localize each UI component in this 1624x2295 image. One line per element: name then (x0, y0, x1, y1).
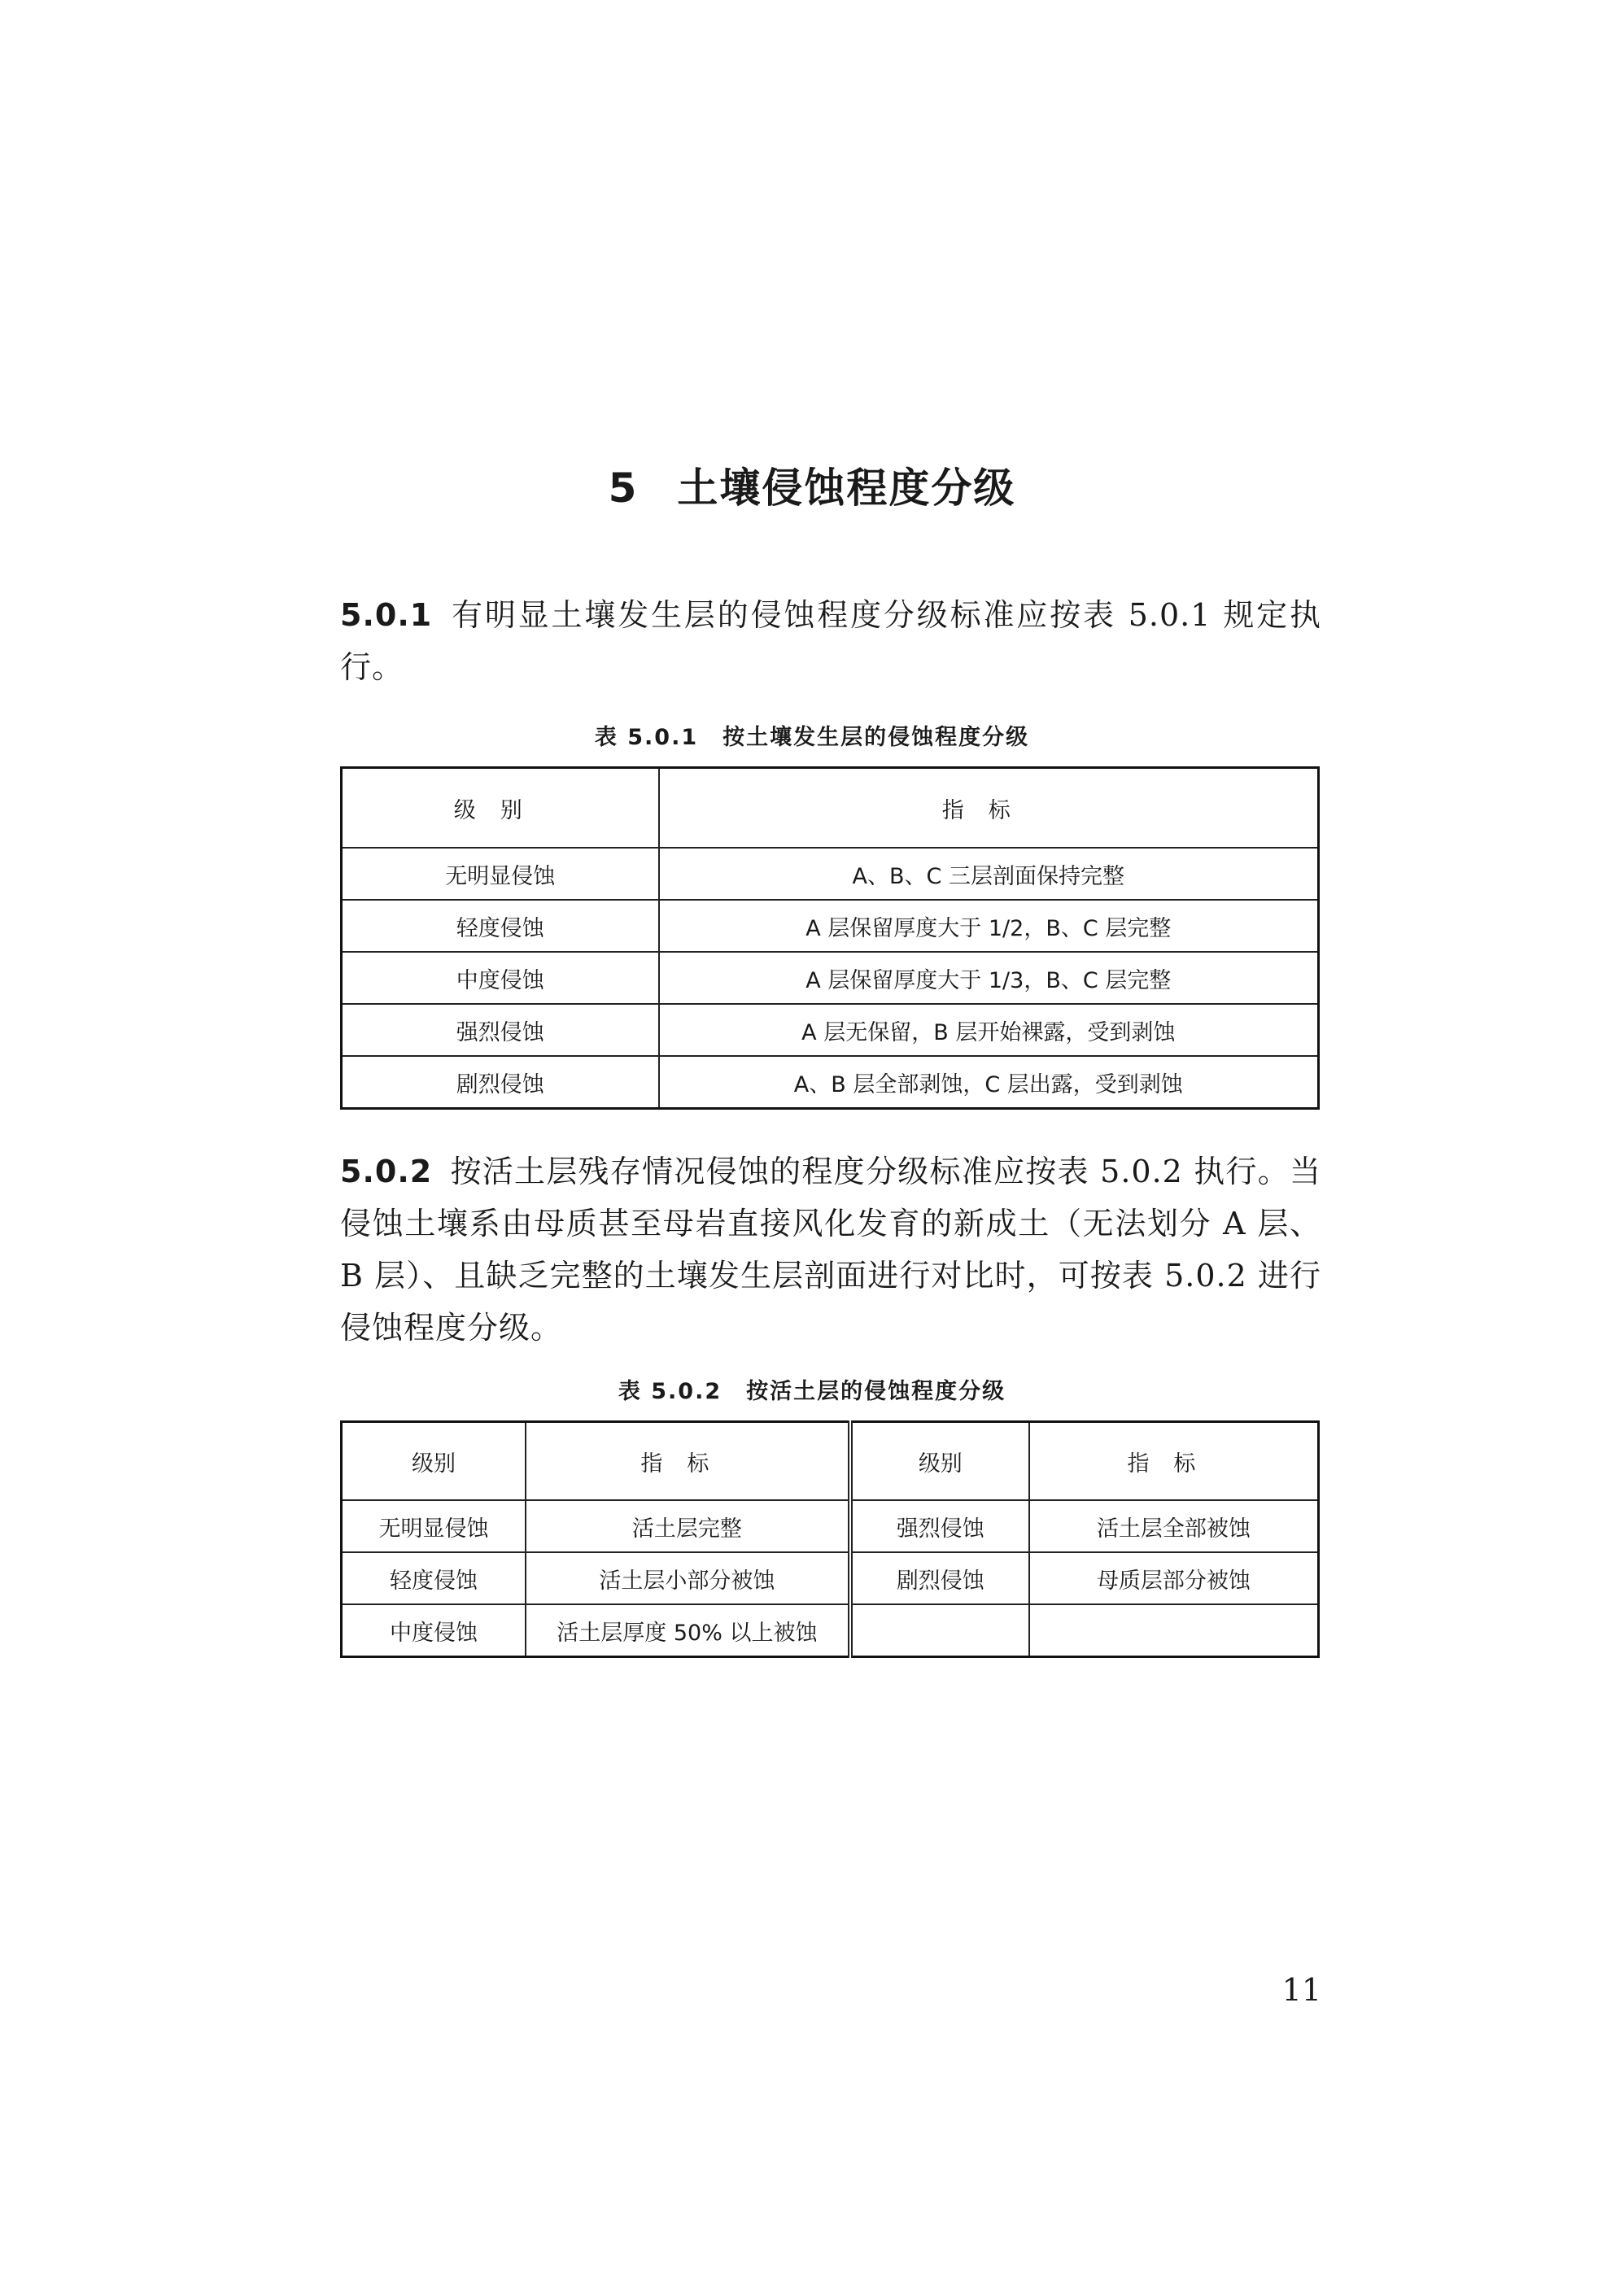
chapter-number: 5 (608, 465, 639, 512)
clause-number: 5.0.2 (340, 1154, 433, 1189)
indicator-cell: 活土层完整 (526, 1500, 850, 1552)
header-indicator: 指标 (526, 1422, 850, 1501)
clause-text: 有明显土壤发生层的侵蚀程度分级标准应按表 5.0.1 规定执行。 (340, 597, 1321, 685)
header-grade: 级别 (342, 768, 659, 849)
table-5-0-1 (340, 766, 1320, 1110)
grade-cell: 无明显侵蚀 (342, 1500, 526, 1552)
indicator-cell: A、B 层全部剥蚀，C 层出露，受到剥蚀 (659, 1056, 1319, 1109)
table-row (342, 900, 1319, 952)
clause-text: 按活土层残存情况侵蚀的程度分级标准应按表 5.0.2 执行。当侵蚀土壤系由母质甚至母岩直接风化发育的新成土（无法划分 A 层、B 层）、且缺乏完整的土壤发生层剖面进行对比时，可按表 5.0.2 进行侵蚀程度分级。 (340, 1154, 1321, 1346)
caption-number: 表 5.0.2 (618, 1379, 723, 1404)
header-grade: 级别 (342, 1422, 526, 1501)
table-5-0-2 (340, 1420, 1320, 1658)
page-number: 11 (1281, 1972, 1321, 2008)
table-row (342, 848, 1319, 900)
indicator-cell: A 层保留厚度大于 1/2，B、C 层完整 (659, 900, 1319, 952)
table-5-0-2-caption (0, 1373, 1624, 1405)
grade-cell: 中度侵蚀 (342, 1604, 526, 1657)
clause-number: 5.0.1 (340, 597, 433, 633)
grade-cell: 强烈侵蚀 (850, 1500, 1029, 1552)
caption-number: 表 5.0.1 (594, 725, 699, 750)
table-header-row (342, 1422, 1319, 1501)
grade-cell: 轻度侵蚀 (342, 900, 659, 952)
indicator-cell: 母质层部分被蚀 (1029, 1552, 1319, 1604)
table-row (342, 1604, 1319, 1657)
header-grade: 级别 (850, 1422, 1029, 1501)
table-row (342, 1004, 1319, 1056)
indicator-cell (1029, 1604, 1319, 1657)
table-header-row (342, 768, 1319, 849)
table-row (342, 1056, 1319, 1109)
header-indicator: 指标 (1029, 1422, 1319, 1501)
grade-cell: 剧烈侵蚀 (850, 1552, 1029, 1604)
caption-text: 按土壤发生层的侵蚀程度分级 (723, 725, 1030, 750)
grade-cell (850, 1604, 1029, 1657)
table-row (342, 952, 1319, 1004)
indicator-cell: A、B、C 三层剖面保持完整 (659, 848, 1319, 900)
chapter-title-text: 土壤侵蚀程度分级 (677, 465, 1016, 512)
grade-cell: 轻度侵蚀 (342, 1552, 526, 1604)
indicator-cell: 活土层全部被蚀 (1029, 1500, 1319, 1552)
header-indicator: 指标 (659, 768, 1319, 849)
table-5-0-1-caption (0, 719, 1624, 751)
indicator-cell: 活土层小部分被蚀 (526, 1552, 850, 1604)
indicator-cell: A 层无保留，B 层开始裸露，受到剥蚀 (659, 1004, 1319, 1056)
indicator-cell: A 层保留厚度大于 1/3，B、C 层完整 (659, 952, 1319, 1004)
grade-cell: 中度侵蚀 (342, 952, 659, 1004)
caption-text: 按活土层的侵蚀程度分级 (746, 1379, 1006, 1404)
grade-cell: 剧烈侵蚀 (342, 1056, 659, 1109)
grade-cell: 强烈侵蚀 (342, 1004, 659, 1056)
table-row (342, 1500, 1319, 1552)
clause-5-0-1 (340, 589, 1321, 693)
chapter-title (0, 456, 1624, 514)
clause-5-0-2 (340, 1145, 1321, 1354)
table-row (342, 1552, 1319, 1604)
indicator-cell: 活土层厚度 50% 以上被蚀 (526, 1604, 850, 1657)
grade-cell: 无明显侵蚀 (342, 848, 659, 900)
